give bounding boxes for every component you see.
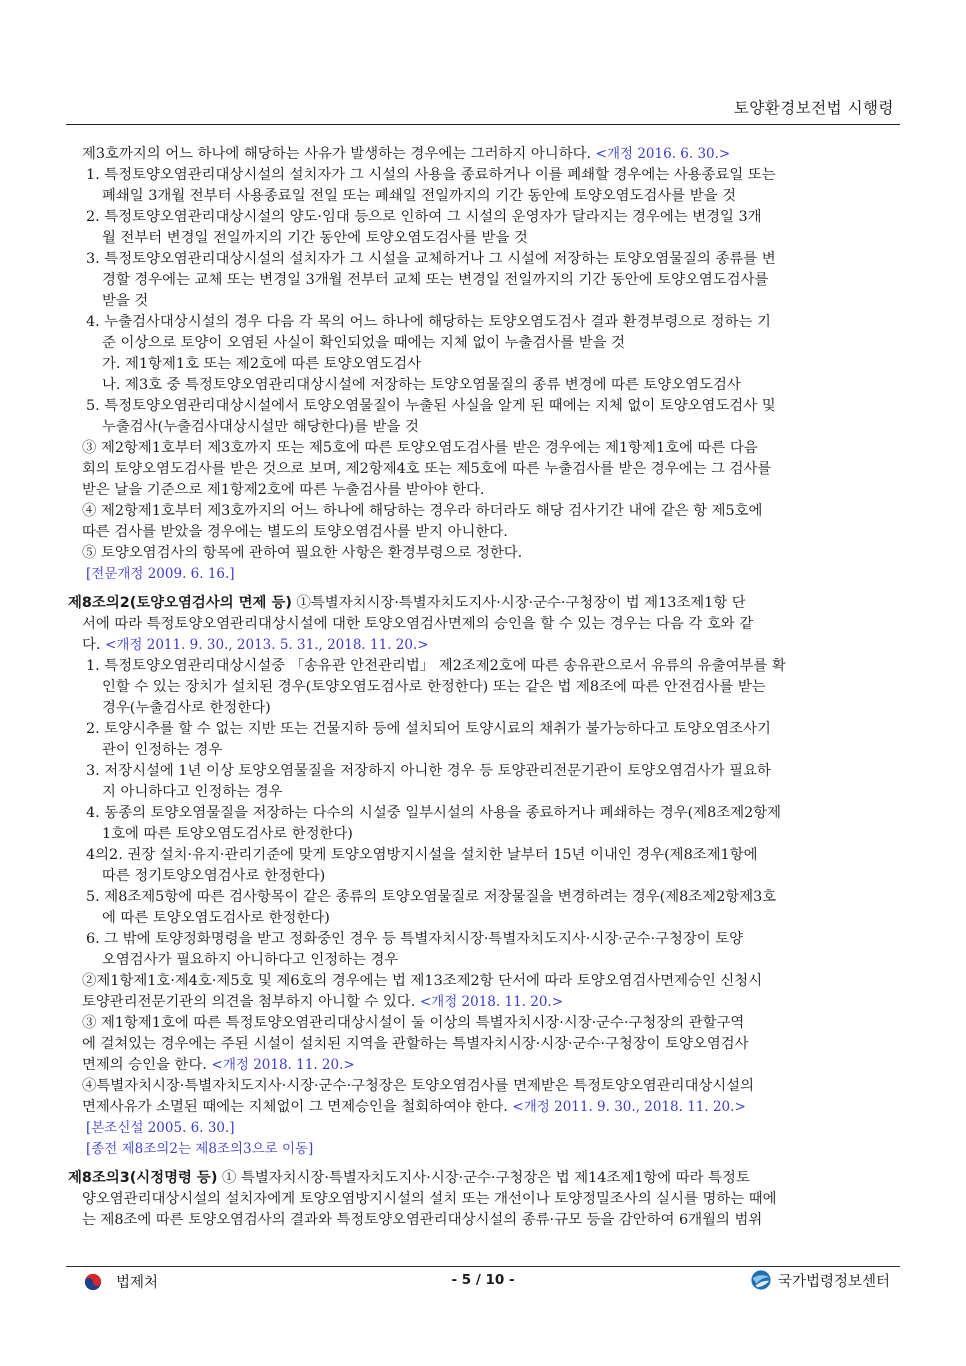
subitem-line: 가. 제1항제1호 또는 제2호에 따른 토양오염도검사 xyxy=(102,356,422,372)
paragraph-line: ③ 제1항제1호에 따른 특정토양오염관리대상시설이 둘 이상의 특별자치시장·시장·군수·구청장의 관할구역 xyxy=(82,1015,745,1031)
item-line: 관이 인정하는 경우 xyxy=(102,742,223,758)
text-span: 면제사유가 소멸된 때에는 지체없이 그 면제승인을 철회하여야 한다. xyxy=(82,1099,508,1115)
document-body xyxy=(68,144,898,1231)
item-line: 1. 특정토양오염관리대상시설의 설치자가 그 시설의 사용을 종료하거나 이를 폐쇄할 경우에는 사용종료일 또는 xyxy=(86,167,776,183)
footer-divider xyxy=(66,1266,900,1267)
item-line: 월 전부터 변경일 전일까지의 기간 동안에 토양오염도검사를 받을 것 xyxy=(102,230,528,246)
page-number: - 5 / 10 - xyxy=(451,1272,515,1288)
text-span: ①특별자치시장·특별자치도지사·시장·군수·구청장이 법 제13조제1항 단 xyxy=(291,595,746,611)
article-line xyxy=(68,593,898,614)
item-line: 4의2. 권장 설치·유지·관리기준에 맞게 토양오염방지시설을 설치한 날부터 15년 이내인 경우(제8조제1항에 xyxy=(86,847,758,863)
item-line: 3. 특정토양오염관리대상시설의 설치자가 그 시설을 교체하거나 그 시설에 저장하는 토양오염물질의 종류를 변 xyxy=(86,251,776,267)
text-line xyxy=(82,635,898,656)
item-line: 따른 정기토양오염검사로 한정한다) xyxy=(102,868,326,884)
amendment-note: <개정 2011. 9. 30., 2018. 11. 20.> xyxy=(512,1099,746,1115)
text-span: ① 특별자치시장·특별자치도지사·시장·군수·구청장은 법 제14조제1항에 따라 특정토 xyxy=(217,1170,750,1186)
paragraph-line: 받은 날을 기준으로 제1항제2호에 따른 누출검사를 받아야 한다. xyxy=(82,482,485,498)
item-line: 4. 동종의 토양오염물질을 저장하는 다수의 시설중 일부시설의 사용을 종료하거나 폐쇄하는 경우(제8조제2항제 xyxy=(86,805,782,821)
item-line: 2. 토양시추를 할 수 없는 지반 또는 건물지하 등에 설치되어 토양시료의 채취가 불가능하다고 토양오염조사기 xyxy=(86,721,771,737)
item-line: 오염검사가 필요하지 아니하다고 인정하는 경우 xyxy=(102,952,399,968)
item-line: 준 이상으로 토양이 오염된 사실이 확인되었을 때에는 지체 없이 누출검사를 받을 것 xyxy=(102,335,625,351)
paragraph-line: 따른 검사를 받았을 경우에는 별도의 토양오염검사를 받지 아니한다. xyxy=(82,524,508,540)
globe-logo-icon xyxy=(750,1269,772,1291)
revision-note: [종전 제8조의2는 제8조의3으로 이동] xyxy=(86,1141,314,1157)
text-span: 토양관리전문기관의 의견을 첨부하지 아니할 수 있다. xyxy=(82,994,416,1010)
text-span: 면제의 승인을 한다. xyxy=(82,1057,207,1073)
paragraph-line: 양오염관리대상시설의 설치자에게 토양오염방지시설의 설치 또는 개선이나 토양정밀조사의 실시를 명하는 때에 xyxy=(82,1191,777,1207)
footer-right-label: 국가법령정보센터 xyxy=(777,1273,890,1290)
item-line: 받을 것 xyxy=(102,293,149,309)
paragraph-line: 는 제8조에 따른 토양오염검사의 결과와 특정토양오염관리대상시설의 종류·규모 등을 감안하여 6개월의 범위 xyxy=(82,1212,763,1228)
paragraph-line: 회의 토양오염도검사를 받은 것으로 보며, 제2항제4호 또는 제5호에 따른 누출검사를 받은 경우에는 그 검사를 xyxy=(82,461,772,477)
paragraph-line: ③ 제2항제1호부터 제3호까지 또는 제5호에 따른 토양오염도검사를 받은 경우에는 제1항제1호에 따른 다음 xyxy=(82,440,758,456)
paragraph-line: ④ 제2항제1호부터 제3호까지의 어느 하나에 해당하는 경우라 하더라도 해당 검사기간 내에 같은 항 제5호에 xyxy=(82,503,763,519)
item-line: 6. 그 밖에 토양정화명령을 받고 정화중인 경우 등 특별자치시장·특별자치도지사·시장·군수·구청장이 토양 xyxy=(86,931,744,947)
item-line: 누출검사(누출검사대상시설만 해당한다)를 받을 것 xyxy=(102,419,419,435)
header-divider xyxy=(66,124,900,125)
revision-note: [전문개정 2009. 6. 16.] xyxy=(86,566,235,582)
footer-right xyxy=(750,1269,890,1291)
subitem-line: 나. 제3호 중 특정토양오염관리대상시설에 저장하는 토양오염물질의 종류 변경에 따른 토양오염도검사 xyxy=(102,377,741,393)
paragraph-line: ④특별자치시장·특별자치도지사·시장·군수·구청장은 토양오염검사를 면제받은 특정토양오염관리대상시설의 xyxy=(82,1078,754,1094)
amendment-note: <개정 2016. 6. 30.> xyxy=(595,146,731,162)
text-line xyxy=(82,144,898,165)
text-line xyxy=(82,1097,898,1118)
paragraph-line: ②제1항제1호·제4호·제5호 및 제6호의 경우에는 법 제13조제2항 단서에 따라 토양오염검사면제승인 신청시 xyxy=(82,973,763,989)
item-line: 에 따른 토양오염도검사로 한정한다) xyxy=(102,910,330,926)
paragraph-line: 에 걸쳐있는 경우에는 주된 시설이 설치된 지역을 관할하는 특별자치시장·시장·군수·구청장이 토양오염검사 xyxy=(82,1036,749,1052)
text-line xyxy=(82,992,898,1013)
amendment-note: <개정 2018. 11. 20.> xyxy=(419,994,564,1010)
item-line: 1호에 따른 토양오염도검사로 한정한다) xyxy=(102,826,353,842)
article-heading: 제8조의2(토양오염검사의 면제 등) xyxy=(68,595,292,611)
item-line: 지 아니하다고 인정하는 경우 xyxy=(102,784,283,800)
footer-left-label: 법제처 xyxy=(116,1275,159,1291)
item-line: 5. 특정토양오염관리대상시설에서 토양오염물질이 누출된 사실을 알게 된 때에는 지체 없이 토양오염도검사 및 xyxy=(86,398,776,414)
item-line: 경할 경우에는 교체 또는 변경일 3개월 전부터 교체 또는 변경일 전일까지의 기간 동안에 토양오염도검사를 xyxy=(102,272,769,288)
item-line: 5. 제8조제5항에 따른 검사항목이 같은 종류의 토양오염물질로 저장물질을 변경하려는 경우(제8조제2항제3호 xyxy=(86,889,777,905)
article-heading: 제8조의3(시정명령 등) xyxy=(68,1170,218,1186)
text-span: 제3호까지의 어느 하나에 해당하는 사유가 발생하는 경우에는 그러하지 아니하다. xyxy=(82,146,592,162)
text-span: 다. xyxy=(82,637,101,653)
document-title: 토양환경보전법 시행령 xyxy=(733,99,894,117)
revision-note: [본조신설 2005. 6. 30.] xyxy=(86,1120,235,1136)
paragraph-line: 서에 따라 특정토양오염관리대상시설에 대한 토양오염검사면제의 승인을 할 수 있는 경우는 다음 각 호와 같 xyxy=(82,616,754,632)
item-line: 경우(누출검사로 한정한다) xyxy=(102,700,271,716)
item-line: 폐쇄일 3개월 전부터 사용종료일 전일 또는 폐쇄일 전일까지의 기간 동안에 토양오염도검사를 받을 것 xyxy=(102,188,737,204)
item-line: 3. 저장시설에 1년 이상 토양오염물질을 저장하지 아니한 경우 등 토양관리전문기관이 토양오염검사가 필요하 xyxy=(86,763,771,779)
item-line: 1. 특정토양오염관리대상시설중 「송유관 안전관리법」 제2조제2호에 따른 송유관으로서 유류의 유출여부를 확 xyxy=(86,658,786,674)
item-line: 4. 누출검사대상시설의 경우 다음 각 목의 어느 하나에 해당하는 토양오염도검사 결과 환경부령으로 정하는 기 xyxy=(86,314,771,330)
item-line: 2. 특정토양오염관리대상시설의 양도·임대 등으로 인하여 그 시설의 운영자가 달라지는 경우에는 변경일 3개 xyxy=(86,209,762,225)
item-line: 인할 수 있는 장치가 설치된 경우(토양오염도검사로 한정한다) 또는 같은 법 제8조에 따른 안전검사를 받는 xyxy=(102,679,766,695)
amendment-note: <개정 2011. 9. 30., 2013. 5. 31., 2018. 11. 20.> xyxy=(105,637,429,653)
article-line xyxy=(68,1168,898,1189)
paragraph-line: ⑤ 토양오염검사의 항목에 관하여 필요한 사항은 환경부령으로 정한다. xyxy=(82,545,523,561)
amendment-note: <개정 2018. 11. 20.> xyxy=(211,1057,355,1073)
text-line xyxy=(82,1055,898,1076)
